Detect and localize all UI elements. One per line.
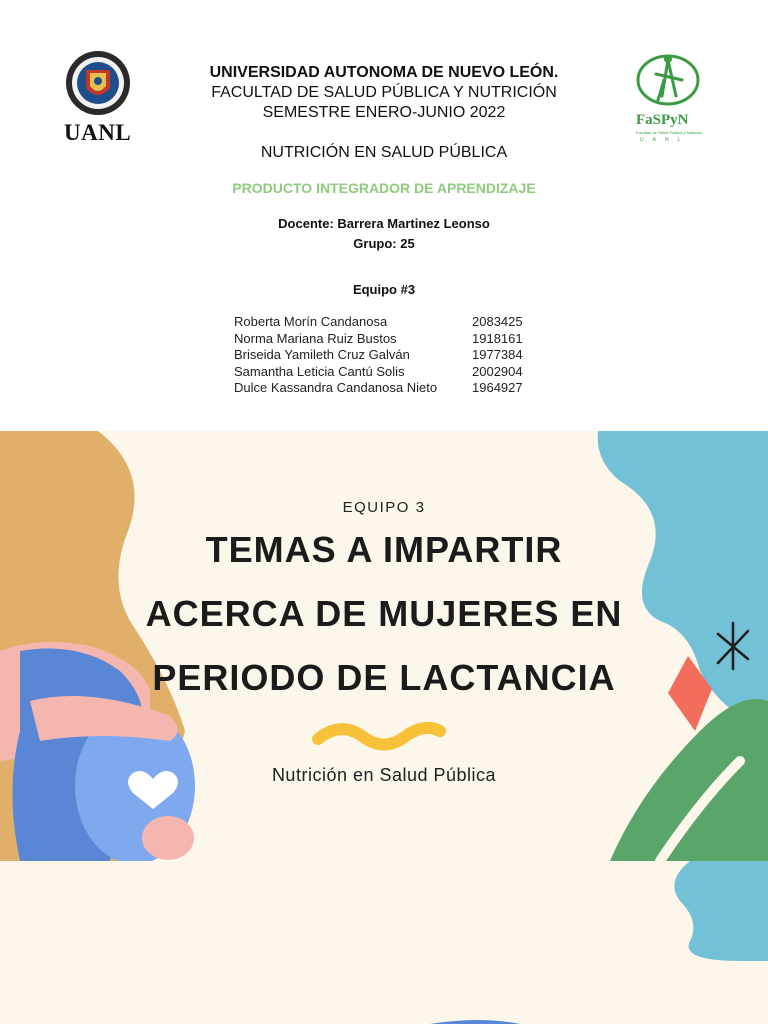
next-slide-decoration <box>0 861 768 1024</box>
member-id: 1964927 <box>472 380 523 396</box>
member-name: Roberta Morín Candanosa <box>234 314 388 329</box>
cover-subtitle: Nutrición en Salud Pública <box>271 765 497 785</box>
member-row <box>234 347 544 364</box>
next-slide-preview <box>0 861 768 1024</box>
faculty-name: FACULTAD DE SALUD PÚBLICA Y NUTRICIÓN <box>211 84 557 101</box>
yellow-squiggle-shape <box>318 728 440 745</box>
product-title: PRODUCTO INTEGRADOR DE APRENDIZAJE <box>232 180 536 196</box>
cover-slide <box>0 431 768 861</box>
member-name: Dulce Kassandra Candanosa Nieto <box>234 380 438 396</box>
member-row <box>234 364 544 381</box>
member-id: 1977384 <box>472 347 523 363</box>
blue-blob-shape <box>674 861 768 961</box>
member-row <box>234 331 544 348</box>
university-name: UNIVERSIDAD AUTONOMA DE NUEVO LEÓN. <box>209 64 559 81</box>
faspyn-logo-subtitle: Facultad de Salud Pública y Nutrición <box>636 130 703 135</box>
teacher-name: Docente: Barrera Martinez Leonso <box>278 216 490 231</box>
member-name: Briseida Yamileth Cruz Galván <box>234 347 410 363</box>
cover-title-line-1: TEMAS A IMPARTIR <box>205 529 563 570</box>
course-name: NUTRICIÓN EN SALUD PÚBLICA <box>260 144 508 161</box>
semester: SEMESTRE ENERO-JUNIO 2022 <box>262 104 506 121</box>
member-row <box>234 314 544 331</box>
group-number: Grupo: 25 <box>353 236 415 251</box>
document-header <box>0 0 768 431</box>
cover-illustration <box>0 431 768 861</box>
member-id: 1918161 <box>472 330 523 346</box>
uanl-logo-text: UANL <box>64 120 132 145</box>
member-id: 2002904 <box>472 363 523 379</box>
member-id: 2083425 <box>472 314 523 329</box>
team-members-list <box>234 314 544 397</box>
team-number: Equipo #3 <box>352 282 416 297</box>
member-name: Samantha Leticia Cantú Solis <box>234 363 405 379</box>
faspyn-logo-text: FaSPyN <box>636 112 689 128</box>
cover-title-line-3: PERIODO DE LACTANCIA <box>152 657 616 698</box>
member-row <box>234 380 544 397</box>
cover-team-label: EQUIPO 3 <box>342 499 426 516</box>
faspyn-logo-uanl: UANL <box>640 137 690 143</box>
member-name: Norma Mariana Ruiz Bustos <box>234 330 397 346</box>
cover-title-line-2: ACERCA DE MUJERES EN <box>145 593 623 634</box>
